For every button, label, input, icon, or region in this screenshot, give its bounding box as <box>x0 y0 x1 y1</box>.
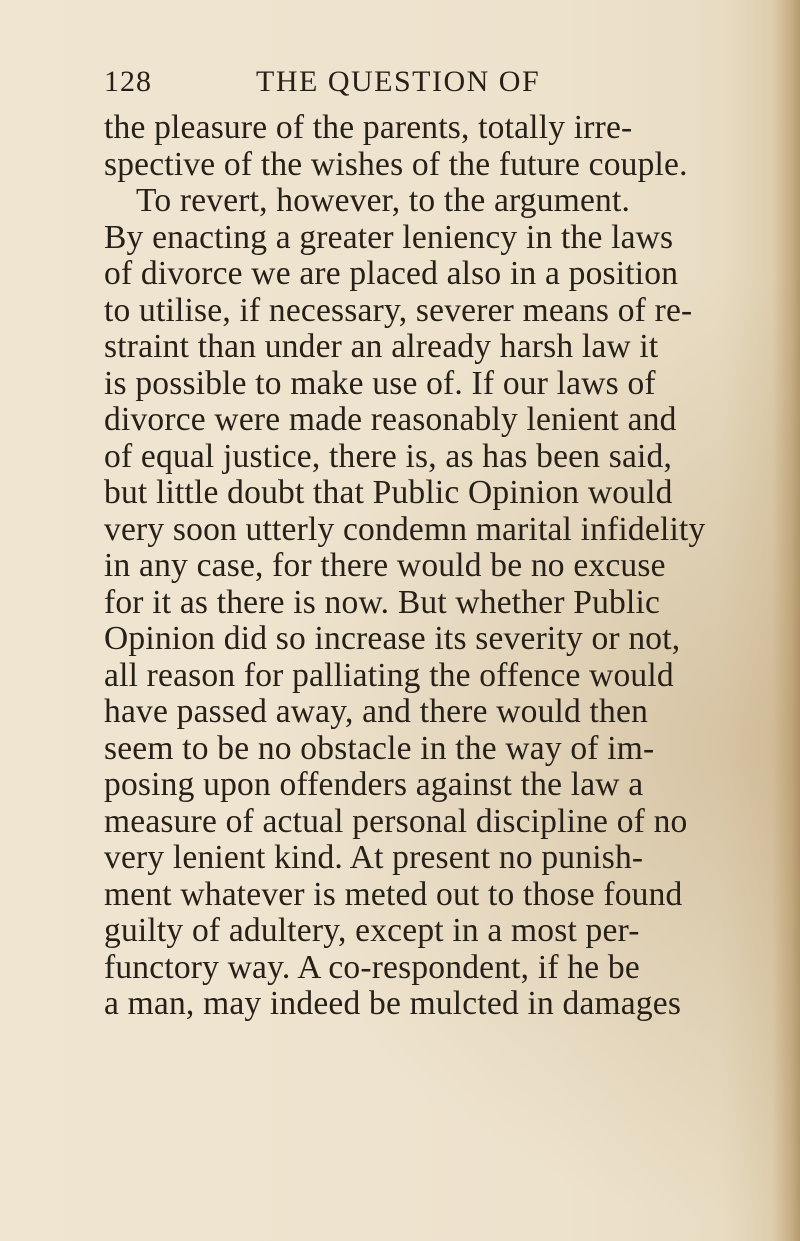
text-line: divorce were made reasonably lenient and <box>104 401 677 438</box>
text-line: of divorce we are placed also in a position <box>104 255 679 292</box>
running-head: THE QUESTION OF <box>256 65 541 98</box>
text-line: measure of actual personal discipline of no <box>104 802 688 840</box>
text-line: the pleasure of the parents, totally irre- <box>104 109 633 146</box>
text-line: a man, may indeed be mulcted in damages <box>104 985 682 1022</box>
text-line: guilty of adultery, except in a most per- <box>104 912 640 949</box>
text-line: to utilise, if necessary, severer means of re- <box>104 291 693 329</box>
text-line: very lenient kind. At present no punish- <box>104 839 644 876</box>
text-line: By enacting a greater leniency in the laws <box>104 218 674 256</box>
text-line: posing upon offenders against the law a <box>104 766 644 803</box>
paragraph-start-line: To revert, however, to the argument. <box>136 182 631 219</box>
body-text <box>104 110 794 1023</box>
text-line: functory way. A co-respondent, if he be <box>104 948 640 986</box>
text-line: is possible to make use of. If our laws of <box>104 364 656 402</box>
text-line: but little doubt that Public Opinion would <box>104 474 673 511</box>
text-line: Opinion did so increase its severity or not, <box>104 620 681 657</box>
page-header <box>104 62 744 102</box>
text-line: have passed away, and there would then <box>104 693 649 730</box>
text-line: very soon utterly condemn marital infidelity <box>104 510 706 548</box>
text-line: for it as there is now. But whether Public <box>104 583 661 621</box>
text-line: seem to be no obstacle in the way of im- <box>104 729 655 767</box>
text-line: of equal justice, there is, as has been said, <box>104 437 673 475</box>
text-line: straint than under an already harsh law it <box>104 328 659 365</box>
text-line: all reason for palliating the offence would <box>104 656 674 694</box>
text-line: in any case, for there would be no excuse <box>104 547 666 584</box>
page-number: 128 <box>104 65 152 98</box>
text-line: ment whatever is meted out to those found <box>104 875 683 913</box>
text-line: spective of the wishes of the future couple. <box>104 145 688 183</box>
